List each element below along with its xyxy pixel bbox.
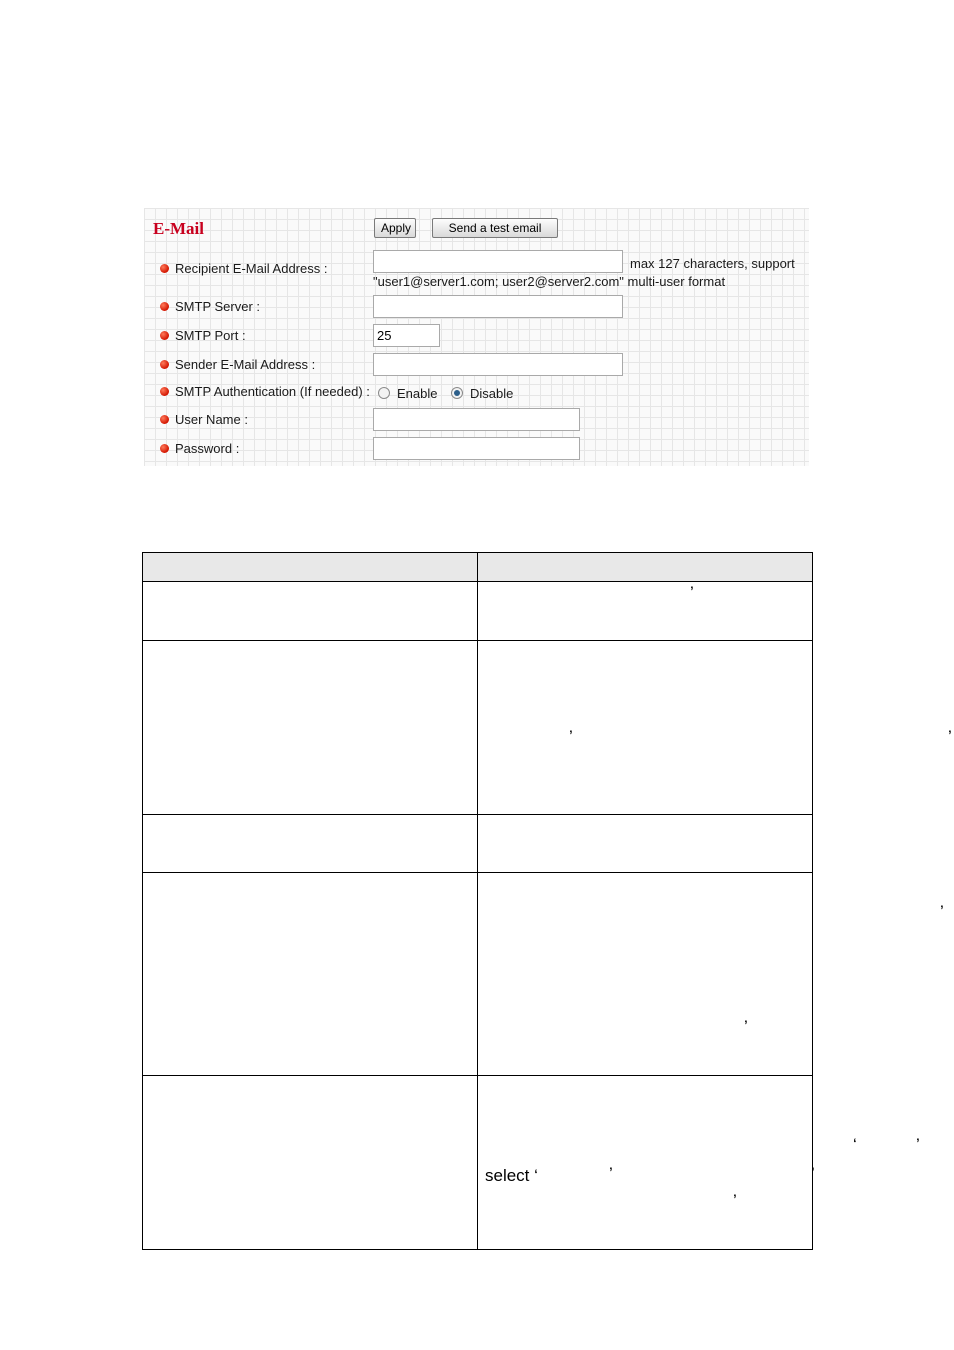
table-cell: [478, 873, 944, 1076]
punctuation-mark: ’: [811, 1164, 815, 1183]
recipient-email-input[interactable]: [373, 250, 623, 273]
smtp-server-input[interactable]: [373, 295, 623, 318]
send-test-email-button[interactable]: Send a test email: [432, 218, 558, 238]
bullet-icon: [160, 264, 169, 273]
punctuation-mark: ’: [916, 1135, 920, 1154]
punctuation-mark: ’: [690, 583, 694, 602]
password-input[interactable]: [373, 437, 580, 460]
table-cell: [478, 1076, 920, 1250]
panel-title: E-Mail: [153, 219, 204, 238]
table-cell: [143, 582, 478, 641]
row-text: select ‘: [485, 1166, 538, 1185]
table-cell: [143, 1076, 478, 1250]
sender-email-input[interactable]: [373, 353, 623, 376]
punctuation-mark: ’: [609, 1164, 613, 1183]
table-cell: [143, 641, 478, 815]
punctuation-mark: ’: [744, 1017, 748, 1036]
smtp-auth-label: SMTP Authentication (If needed) :: [160, 384, 370, 399]
apply-button[interactable]: Apply: [374, 218, 416, 238]
table-cell: [478, 815, 813, 873]
recipient-hint-line-1: max 127 characters, support: [630, 256, 795, 271]
table-row: [143, 641, 813, 815]
table-header-cell: [143, 553, 478, 582]
table-row: [143, 582, 813, 641]
bullet-icon: [160, 331, 169, 340]
auth-disable-label[interactable]: Disable: [470, 386, 514, 401]
table-header-row: [143, 553, 813, 582]
punctuation-mark: ‘: [853, 1135, 857, 1154]
smtp-port-input[interactable]: [373, 324, 440, 347]
smtp-port-label: SMTP Port :: [160, 328, 246, 343]
table-row: [143, 873, 813, 1076]
auth-enable-label[interactable]: Enable: [397, 386, 438, 401]
password-label: Password :: [160, 441, 239, 456]
table-header-cell: [478, 553, 813, 582]
table-cell: [143, 873, 478, 1076]
recipient-hint-line-2: "user1@server1.com; user2@server2.com" multi-user format: [373, 274, 726, 289]
table-cell: [478, 582, 813, 641]
smtp-server-label: SMTP Server :: [160, 299, 260, 314]
description-table: [142, 552, 952, 1250]
username-input[interactable]: [373, 408, 580, 431]
recipient-email-label: Recipient E-Mail Address :: [160, 261, 327, 276]
bullet-icon: [160, 444, 169, 453]
table-cell: [478, 641, 952, 815]
table-row: [143, 815, 813, 873]
punctuation-mark: ’: [733, 1191, 737, 1210]
auth-disable-radio[interactable]: [451, 387, 463, 399]
auth-enable-radio[interactable]: [378, 387, 390, 399]
table-cell: [143, 815, 478, 873]
sender-email-label: Sender E-Mail Address :: [160, 357, 315, 372]
username-label: User Name :: [160, 412, 248, 427]
bullet-icon: [160, 415, 169, 424]
bullet-icon: [160, 360, 169, 369]
punctuation-mark: ’: [940, 902, 944, 921]
email-settings-panel: [144, 208, 809, 466]
table-row: [143, 1076, 813, 1250]
punctuation-mark: ’: [569, 727, 573, 746]
bullet-icon: [160, 302, 169, 311]
punctuation-mark: ’: [948, 727, 952, 746]
bullet-icon: [160, 387, 169, 396]
